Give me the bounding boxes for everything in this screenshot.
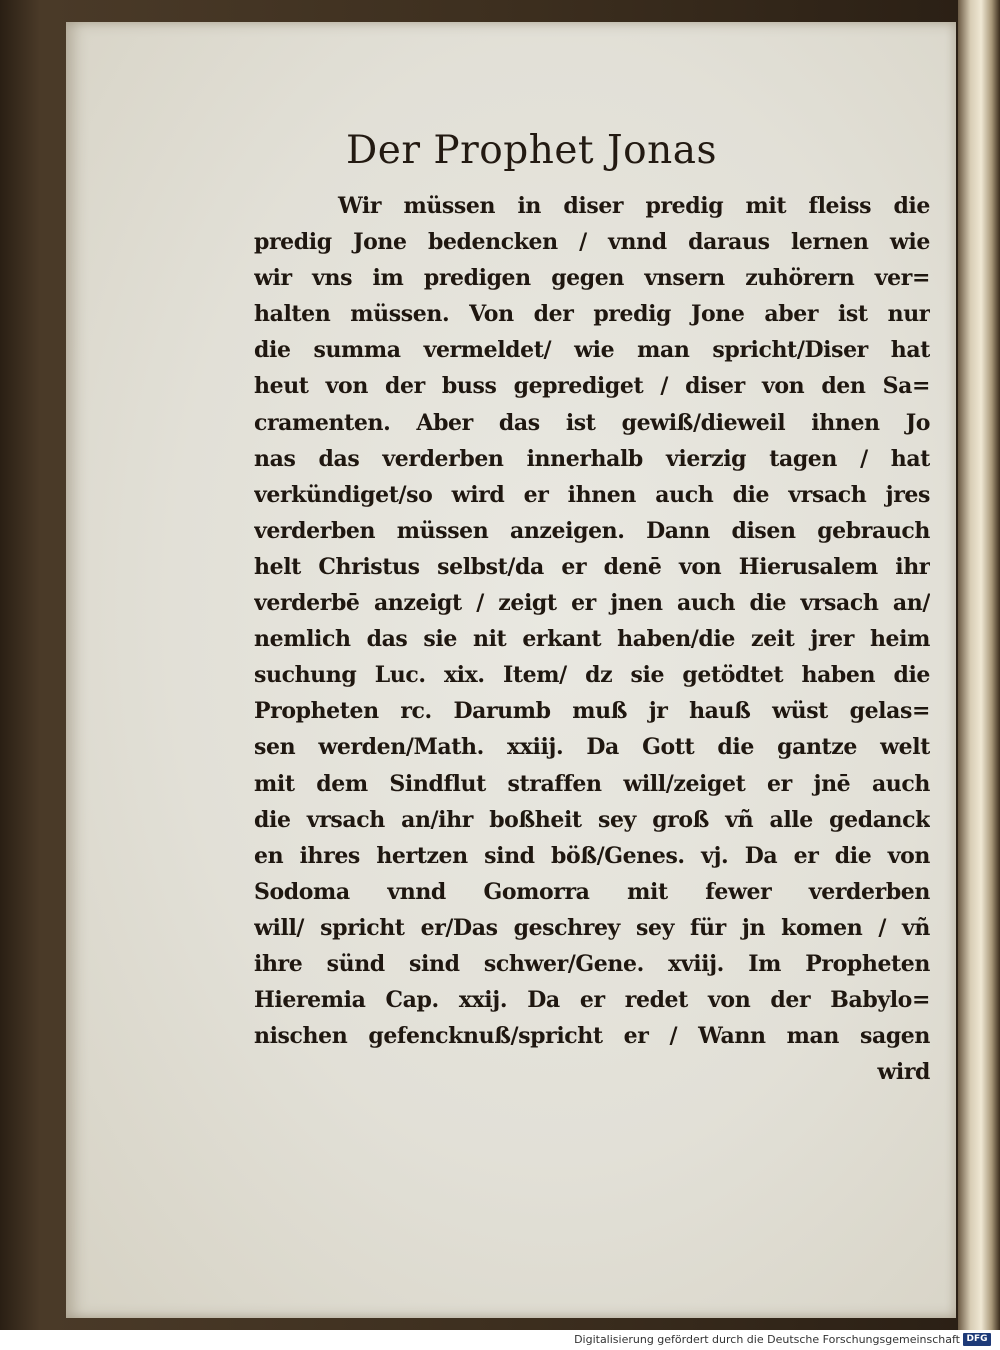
page-title: Der Prophet Jonas [346,128,717,173]
text-line: Wir müssen in diser predig mit fleiss die [338,193,930,219]
text-line: nemlich das sie nit erkant haben/die zeit jrer heim [254,626,930,653]
body-text [254,188,930,1090]
text-line: heut von der buss geprediget / diser von den Sa= [254,373,930,400]
text-line: wir vns im predigen gegen vnsern zuhörern ver= [254,265,930,292]
text-line: predig Jone bedencken / vnnd daraus lernen wie [254,229,930,256]
text-line: Hieremia Cap. xxij. Da er redet von der Babylo= [254,987,930,1014]
text-line: suchung Luc. xix. Item/ dz sie getödtet haben die [254,662,930,689]
text-line: will/ spricht er/Das geschrey sey für jn komen / vñ [254,914,930,941]
dfg-logo-icon: DFG [963,1333,991,1346]
book-edge [958,0,1000,1330]
text-line: ihre sünd sind schwer/Gene. xviij. Im Propheten [254,950,930,977]
text-line: verderben müssen anzeigen. Dann disen gebrauch [254,517,930,544]
text-line: die vrsach an/ihr boßheit sey groß vñ alle gedanck [254,806,930,833]
text-line: mit dem Sindflut straffen will/zeiget er jnē auch [254,770,930,797]
text-line: verderbē anzeigt / zeigt er jnen auch die vrsach an/ [254,590,930,617]
text-line: nischen gefencknuß/spricht er / Wann man sagen [254,1023,930,1050]
catchword: wird [877,1059,930,1086]
text-line: cramenten. Aber das ist gewiß/dieweil ihnen Jo [254,409,930,436]
text-line: sen werden/Math. xxiij. Da Gott die gantze welt [254,734,930,761]
text-line: en ihres hertzen sind böß/Genes. vj. Da er die von [254,842,930,869]
text-line: nas das verderben innerhalb vierzig tagen / hat [254,445,930,472]
text-line: helt Christus selbst/da er denē von Hierusalem ihr [254,553,930,580]
text-line: die summa vermeldet/ wie man spricht/Diser hat [254,337,930,364]
footer-credit: Digitalisierung gefördert durch die Deutsche Forschungsgemeinschaft [574,1333,960,1346]
text-line: verkündiget/so wird er ihnen auch die vrsach jres [254,481,930,508]
text-line: Sodoma vnnd Gomorra mit fewer verderben [254,878,930,905]
text-line: halten müssen. Von der predig Jone aber ist nur [254,301,930,328]
text-line: Propheten rc. Darumb muß jr hauß wüst gelas= [254,698,930,725]
